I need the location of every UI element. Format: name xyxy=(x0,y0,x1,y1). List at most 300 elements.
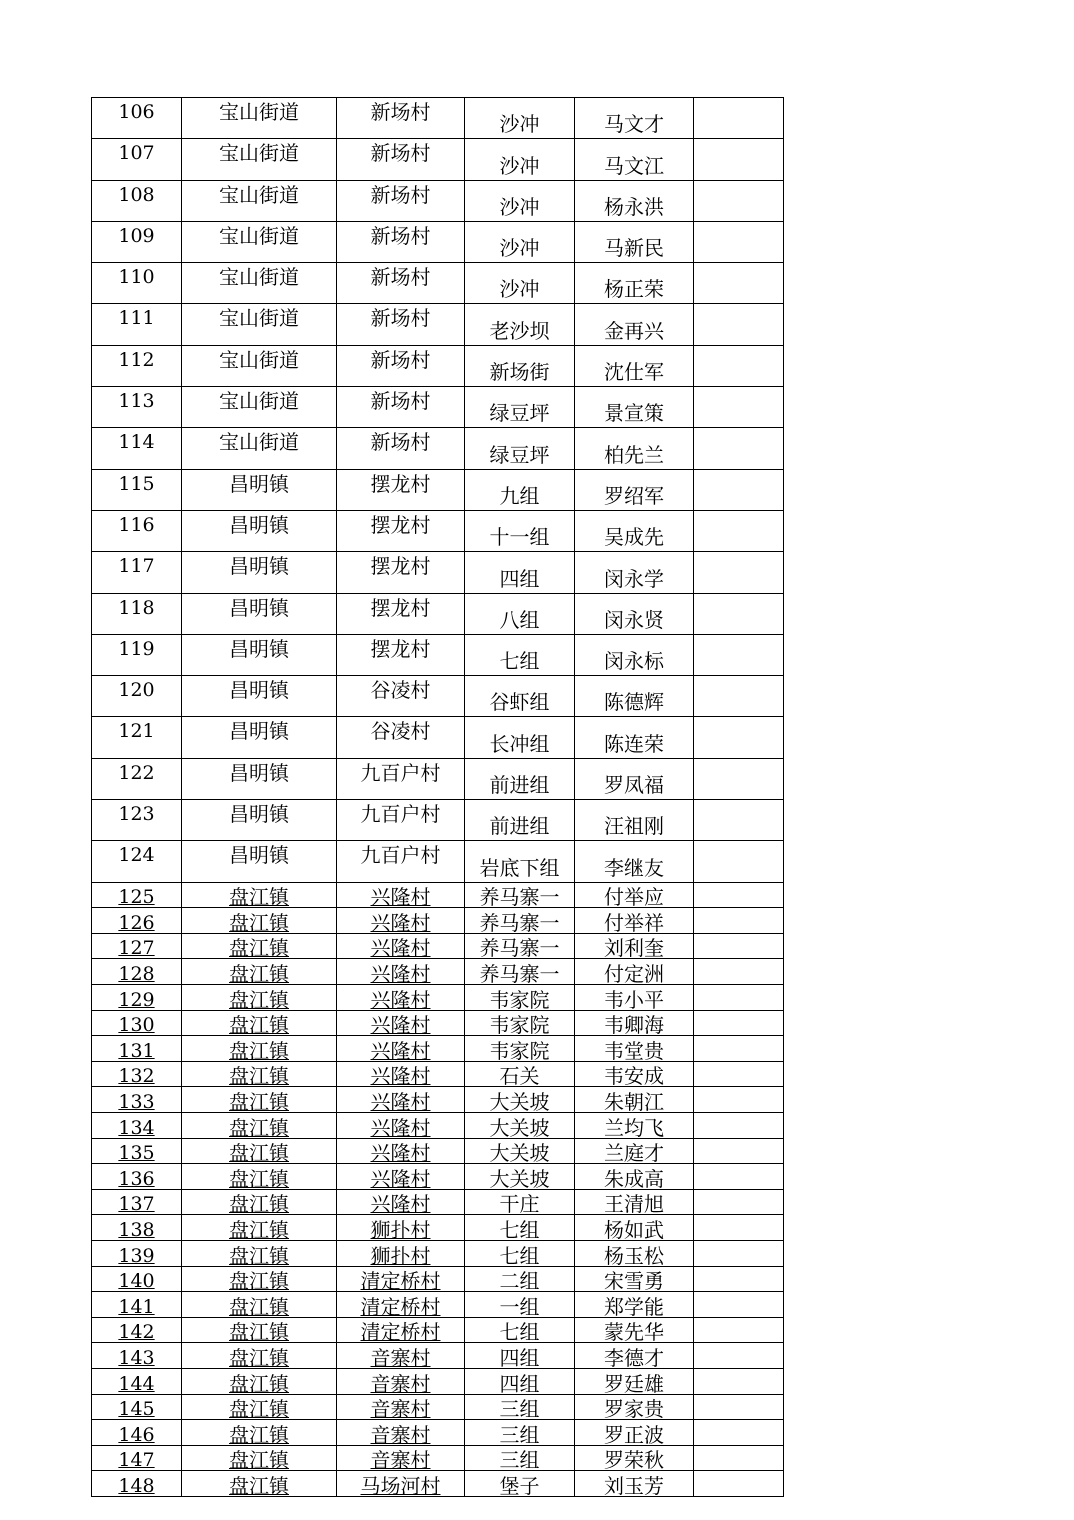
village-cell: 音寨村 xyxy=(337,1343,465,1369)
row-number-cell: 117 xyxy=(92,552,182,593)
village-cell: 摆龙村 xyxy=(337,593,465,634)
table-row xyxy=(92,758,784,799)
name-cell: 闵永学 xyxy=(575,552,694,593)
row-number-cell: 130 xyxy=(92,1010,182,1036)
note-cell xyxy=(694,345,784,386)
table-row xyxy=(92,139,784,180)
village-cell: 兴隆村 xyxy=(337,1138,465,1164)
group-cell: 二组 xyxy=(465,1266,575,1292)
town-cell: 宝山街道 xyxy=(182,428,337,469)
table-row xyxy=(92,882,784,908)
name-cell: 陈德辉 xyxy=(575,676,694,717)
note-cell xyxy=(694,1138,784,1164)
name-cell: 郑学能 xyxy=(575,1292,694,1318)
row-number-cell: 107 xyxy=(92,139,182,180)
town-cell: 盘江镇 xyxy=(182,1189,337,1215)
group-cell: 一组 xyxy=(465,1292,575,1318)
table-row xyxy=(92,841,784,882)
roster-table xyxy=(91,97,784,1497)
table-row xyxy=(92,717,784,758)
group-cell: 老沙坝 xyxy=(465,304,575,345)
village-cell: 音寨村 xyxy=(337,1394,465,1420)
row-number-cell: 119 xyxy=(92,634,182,675)
village-cell: 兴隆村 xyxy=(337,1112,465,1138)
group-cell: 养马寨一 xyxy=(465,882,575,908)
town-cell: 昌明镇 xyxy=(182,634,337,675)
group-cell: 大关坡 xyxy=(465,1138,575,1164)
name-cell: 兰庭才 xyxy=(575,1138,694,1164)
town-cell: 宝山街道 xyxy=(182,263,337,304)
town-cell: 宝山街道 xyxy=(182,180,337,221)
group-cell: 前进组 xyxy=(465,800,575,841)
village-cell: 马场河村 xyxy=(337,1471,465,1497)
table-row xyxy=(92,1471,784,1497)
village-cell: 兴隆村 xyxy=(337,908,465,934)
town-cell: 盘江镇 xyxy=(182,1215,337,1241)
table-row xyxy=(92,221,784,262)
group-cell: 三组 xyxy=(465,1445,575,1471)
name-cell: 杨正荣 xyxy=(575,263,694,304)
village-cell: 摆龙村 xyxy=(337,510,465,551)
table-row xyxy=(92,1343,784,1369)
village-cell: 新场村 xyxy=(337,139,465,180)
row-number-cell: 139 xyxy=(92,1240,182,1266)
name-cell: 杨永洪 xyxy=(575,180,694,221)
group-cell: 韦家院 xyxy=(465,1010,575,1036)
note-cell xyxy=(694,428,784,469)
group-cell: 养马寨一 xyxy=(465,933,575,959)
group-cell: 十一组 xyxy=(465,510,575,551)
name-cell: 马新民 xyxy=(575,221,694,262)
note-cell xyxy=(694,1471,784,1497)
town-cell: 盘江镇 xyxy=(182,1292,337,1318)
town-cell: 盘江镇 xyxy=(182,1087,337,1113)
table-row xyxy=(92,345,784,386)
town-cell: 昌明镇 xyxy=(182,841,337,882)
row-number-cell: 138 xyxy=(92,1215,182,1241)
row-number-cell: 113 xyxy=(92,387,182,428)
group-cell: 七组 xyxy=(465,1215,575,1241)
group-cell: 八组 xyxy=(465,593,575,634)
village-cell: 摆龙村 xyxy=(337,552,465,593)
note-cell xyxy=(694,634,784,675)
row-number-cell: 109 xyxy=(92,221,182,262)
row-number-cell: 110 xyxy=(92,263,182,304)
table-row xyxy=(92,510,784,551)
row-number-cell: 147 xyxy=(92,1445,182,1471)
group-cell: 沙冲 xyxy=(465,98,575,139)
town-cell: 盘江镇 xyxy=(182,1368,337,1394)
table-row xyxy=(92,1036,784,1062)
table-row xyxy=(92,908,784,934)
row-number-cell: 127 xyxy=(92,933,182,959)
group-cell: 绿豆坪 xyxy=(465,428,575,469)
group-cell: 三组 xyxy=(465,1420,575,1446)
table-row xyxy=(92,469,784,510)
note-cell xyxy=(694,1317,784,1343)
row-number-cell: 120 xyxy=(92,676,182,717)
name-cell: 柏先兰 xyxy=(575,428,694,469)
row-number-cell: 132 xyxy=(92,1061,182,1087)
village-cell: 兴隆村 xyxy=(337,1010,465,1036)
group-cell: 七组 xyxy=(465,634,575,675)
town-cell: 盘江镇 xyxy=(182,1164,337,1190)
name-cell: 韦堂贵 xyxy=(575,1036,694,1062)
town-cell: 宝山街道 xyxy=(182,304,337,345)
town-cell: 盘江镇 xyxy=(182,985,337,1011)
note-cell xyxy=(694,717,784,758)
group-cell: 沙冲 xyxy=(465,221,575,262)
village-cell: 兴隆村 xyxy=(337,882,465,908)
note-cell xyxy=(694,933,784,959)
village-cell: 清定桥村 xyxy=(337,1266,465,1292)
name-cell: 沈仕军 xyxy=(575,345,694,386)
note-cell xyxy=(694,1445,784,1471)
table-row xyxy=(92,1292,784,1318)
name-cell: 兰均飞 xyxy=(575,1112,694,1138)
name-cell: 杨玉松 xyxy=(575,1240,694,1266)
note-cell xyxy=(694,139,784,180)
row-number-cell: 114 xyxy=(92,428,182,469)
name-cell: 朱成高 xyxy=(575,1164,694,1190)
town-cell: 盘江镇 xyxy=(182,1240,337,1266)
note-cell xyxy=(694,98,784,139)
table-row xyxy=(92,1112,784,1138)
town-cell: 昌明镇 xyxy=(182,758,337,799)
group-cell: 干庄 xyxy=(465,1189,575,1215)
name-cell: 付举应 xyxy=(575,882,694,908)
note-cell xyxy=(694,1343,784,1369)
table-row xyxy=(92,634,784,675)
name-cell: 闵永贤 xyxy=(575,593,694,634)
row-number-cell: 144 xyxy=(92,1368,182,1394)
village-cell: 谷凌村 xyxy=(337,717,465,758)
name-cell: 罗家贵 xyxy=(575,1394,694,1420)
village-cell: 新场村 xyxy=(337,428,465,469)
town-cell: 昌明镇 xyxy=(182,800,337,841)
name-cell: 刘利奎 xyxy=(575,933,694,959)
name-cell: 朱朝江 xyxy=(575,1087,694,1113)
table-row xyxy=(92,1240,784,1266)
town-cell: 昌明镇 xyxy=(182,676,337,717)
table-row xyxy=(92,985,784,1011)
village-cell: 音寨村 xyxy=(337,1445,465,1471)
note-cell xyxy=(694,510,784,551)
note-cell xyxy=(694,1266,784,1292)
name-cell: 韦卿海 xyxy=(575,1010,694,1036)
note-cell xyxy=(694,1087,784,1113)
name-cell: 李德才 xyxy=(575,1343,694,1369)
table-row xyxy=(92,1266,784,1292)
town-cell: 宝山街道 xyxy=(182,139,337,180)
group-cell: 石关 xyxy=(465,1061,575,1087)
note-cell xyxy=(694,263,784,304)
town-cell: 昌明镇 xyxy=(182,552,337,593)
group-cell: 四组 xyxy=(465,1343,575,1369)
name-cell: 付举祥 xyxy=(575,908,694,934)
village-cell: 新场村 xyxy=(337,387,465,428)
table-row xyxy=(92,800,784,841)
note-cell xyxy=(694,1189,784,1215)
group-cell: 前进组 xyxy=(465,758,575,799)
row-number-cell: 125 xyxy=(92,882,182,908)
name-cell: 吴成先 xyxy=(575,510,694,551)
town-cell: 盘江镇 xyxy=(182,1036,337,1062)
town-cell: 盘江镇 xyxy=(182,1061,337,1087)
village-cell: 兴隆村 xyxy=(337,1061,465,1087)
row-number-cell: 128 xyxy=(92,959,182,985)
row-number-cell: 142 xyxy=(92,1317,182,1343)
note-cell xyxy=(694,1292,784,1318)
town-cell: 盘江镇 xyxy=(182,882,337,908)
note-cell xyxy=(694,304,784,345)
row-number-cell: 143 xyxy=(92,1343,182,1369)
row-number-cell: 112 xyxy=(92,345,182,386)
name-cell: 马文才 xyxy=(575,98,694,139)
village-cell: 兴隆村 xyxy=(337,985,465,1011)
name-cell: 王清旭 xyxy=(575,1189,694,1215)
note-cell xyxy=(694,221,784,262)
name-cell: 罗荣秋 xyxy=(575,1445,694,1471)
town-cell: 盘江镇 xyxy=(182,1317,337,1343)
name-cell: 金再兴 xyxy=(575,304,694,345)
table-row xyxy=(92,959,784,985)
group-cell: 韦家院 xyxy=(465,1036,575,1062)
note-cell xyxy=(694,758,784,799)
row-number-cell: 145 xyxy=(92,1394,182,1420)
group-cell: 养马寨一 xyxy=(465,908,575,934)
group-cell: 堡子 xyxy=(465,1471,575,1497)
group-cell: 大关坡 xyxy=(465,1112,575,1138)
town-cell: 宝山街道 xyxy=(182,98,337,139)
group-cell: 谷虾组 xyxy=(465,676,575,717)
name-cell: 罗凤福 xyxy=(575,758,694,799)
village-cell: 兴隆村 xyxy=(337,1087,465,1113)
group-cell: 沙冲 xyxy=(465,180,575,221)
group-cell: 沙冲 xyxy=(465,139,575,180)
note-cell xyxy=(694,841,784,882)
village-cell: 九百户村 xyxy=(337,758,465,799)
group-cell: 长冲组 xyxy=(465,717,575,758)
table-row xyxy=(92,1215,784,1241)
group-cell: 四组 xyxy=(465,1368,575,1394)
note-cell xyxy=(694,1368,784,1394)
village-cell: 清定桥村 xyxy=(337,1292,465,1318)
group-cell: 养马寨一 xyxy=(465,959,575,985)
name-cell: 刘玉芳 xyxy=(575,1471,694,1497)
group-cell: 大关坡 xyxy=(465,1164,575,1190)
village-cell: 清定桥村 xyxy=(337,1317,465,1343)
town-cell: 盘江镇 xyxy=(182,933,337,959)
village-cell: 兴隆村 xyxy=(337,1164,465,1190)
town-cell: 盘江镇 xyxy=(182,959,337,985)
table-row xyxy=(92,1420,784,1446)
table-row xyxy=(92,180,784,221)
village-cell: 九百户村 xyxy=(337,800,465,841)
note-cell xyxy=(694,985,784,1011)
table-row xyxy=(92,428,784,469)
name-cell: 罗绍军 xyxy=(575,469,694,510)
note-cell xyxy=(694,1164,784,1190)
row-number-cell: 141 xyxy=(92,1292,182,1318)
table-row xyxy=(92,1445,784,1471)
group-cell: 绿豆坪 xyxy=(465,387,575,428)
table-row xyxy=(92,1317,784,1343)
row-number-cell: 116 xyxy=(92,510,182,551)
row-number-cell: 122 xyxy=(92,758,182,799)
note-cell xyxy=(694,552,784,593)
village-cell: 兴隆村 xyxy=(337,1189,465,1215)
name-cell: 罗正波 xyxy=(575,1420,694,1446)
note-cell xyxy=(694,593,784,634)
row-number-cell: 115 xyxy=(92,469,182,510)
group-cell: 九组 xyxy=(465,469,575,510)
name-cell: 闵永标 xyxy=(575,634,694,675)
town-cell: 盘江镇 xyxy=(182,1445,337,1471)
town-cell: 盘江镇 xyxy=(182,1343,337,1369)
row-number-cell: 121 xyxy=(92,717,182,758)
row-number-cell: 137 xyxy=(92,1189,182,1215)
note-cell xyxy=(694,469,784,510)
village-cell: 摆龙村 xyxy=(337,634,465,675)
table-row xyxy=(92,1189,784,1215)
name-cell: 陈连荣 xyxy=(575,717,694,758)
note-cell xyxy=(694,676,784,717)
town-cell: 盘江镇 xyxy=(182,1010,337,1036)
note-cell xyxy=(694,1061,784,1087)
note-cell xyxy=(694,959,784,985)
note-cell xyxy=(694,1420,784,1446)
row-number-cell: 126 xyxy=(92,908,182,934)
town-cell: 盘江镇 xyxy=(182,908,337,934)
group-cell: 大关坡 xyxy=(465,1087,575,1113)
row-number-cell: 133 xyxy=(92,1087,182,1113)
note-cell xyxy=(694,180,784,221)
town-cell: 盘江镇 xyxy=(182,1394,337,1420)
table-row xyxy=(92,933,784,959)
row-number-cell: 118 xyxy=(92,593,182,634)
table-row xyxy=(92,676,784,717)
table-row xyxy=(92,552,784,593)
row-number-cell: 146 xyxy=(92,1420,182,1446)
town-cell: 昌明镇 xyxy=(182,717,337,758)
table-row xyxy=(92,263,784,304)
name-cell: 韦安成 xyxy=(575,1061,694,1087)
table-row xyxy=(92,1138,784,1164)
village-cell: 新场村 xyxy=(337,180,465,221)
note-cell xyxy=(694,882,784,908)
name-cell: 李继友 xyxy=(575,841,694,882)
group-cell: 四组 xyxy=(465,552,575,593)
row-number-cell: 129 xyxy=(92,985,182,1011)
name-cell: 宋雪勇 xyxy=(575,1266,694,1292)
note-cell xyxy=(694,1010,784,1036)
table-row xyxy=(92,98,784,139)
row-number-cell: 124 xyxy=(92,841,182,882)
name-cell: 马文江 xyxy=(575,139,694,180)
town-cell: 盘江镇 xyxy=(182,1420,337,1446)
group-cell: 七组 xyxy=(465,1317,575,1343)
row-number-cell: 135 xyxy=(92,1138,182,1164)
name-cell: 蒙先华 xyxy=(575,1317,694,1343)
village-cell: 谷凌村 xyxy=(337,676,465,717)
row-number-cell: 131 xyxy=(92,1036,182,1062)
group-cell: 沙冲 xyxy=(465,263,575,304)
group-cell: 三组 xyxy=(465,1394,575,1420)
note-cell xyxy=(694,1112,784,1138)
table-row xyxy=(92,1061,784,1087)
row-number-cell: 148 xyxy=(92,1471,182,1497)
village-cell: 新场村 xyxy=(337,263,465,304)
group-cell: 岩底下组 xyxy=(465,841,575,882)
town-cell: 盘江镇 xyxy=(182,1138,337,1164)
town-cell: 宝山街道 xyxy=(182,345,337,386)
note-cell xyxy=(694,1215,784,1241)
note-cell xyxy=(694,1240,784,1266)
town-cell: 昌明镇 xyxy=(182,593,337,634)
name-cell: 罗廷雄 xyxy=(575,1368,694,1394)
row-number-cell: 136 xyxy=(92,1164,182,1190)
group-cell: 韦家院 xyxy=(465,985,575,1011)
village-cell: 新场村 xyxy=(337,221,465,262)
note-cell xyxy=(694,1036,784,1062)
town-cell: 宝山街道 xyxy=(182,387,337,428)
village-cell: 摆龙村 xyxy=(337,469,465,510)
village-cell: 音寨村 xyxy=(337,1420,465,1446)
note-cell xyxy=(694,387,784,428)
group-cell: 新场街 xyxy=(465,345,575,386)
group-cell: 七组 xyxy=(465,1240,575,1266)
town-cell: 盘江镇 xyxy=(182,1471,337,1497)
village-cell: 九百户村 xyxy=(337,841,465,882)
table-row xyxy=(92,1368,784,1394)
village-cell: 狮扑村 xyxy=(337,1240,465,1266)
village-cell: 兴隆村 xyxy=(337,933,465,959)
village-cell: 新场村 xyxy=(337,98,465,139)
name-cell: 景宣策 xyxy=(575,387,694,428)
row-number-cell: 140 xyxy=(92,1266,182,1292)
village-cell: 狮扑村 xyxy=(337,1215,465,1241)
row-number-cell: 111 xyxy=(92,304,182,345)
row-number-cell: 106 xyxy=(92,98,182,139)
table-row xyxy=(92,1394,784,1420)
village-cell: 音寨村 xyxy=(337,1368,465,1394)
note-cell xyxy=(694,800,784,841)
row-number-cell: 123 xyxy=(92,800,182,841)
table-row xyxy=(92,1010,784,1036)
table-row xyxy=(92,1087,784,1113)
town-cell: 宝山街道 xyxy=(182,221,337,262)
name-cell: 付定洲 xyxy=(575,959,694,985)
town-cell: 昌明镇 xyxy=(182,510,337,551)
note-cell xyxy=(694,908,784,934)
village-cell: 兴隆村 xyxy=(337,1036,465,1062)
village-cell: 新场村 xyxy=(337,304,465,345)
name-cell: 杨如武 xyxy=(575,1215,694,1241)
note-cell xyxy=(694,1394,784,1420)
table-row xyxy=(92,593,784,634)
name-cell: 汪祖刚 xyxy=(575,800,694,841)
table-row xyxy=(92,304,784,345)
village-cell: 兴隆村 xyxy=(337,959,465,985)
table-row xyxy=(92,1164,784,1190)
village-cell: 新场村 xyxy=(337,345,465,386)
town-cell: 盘江镇 xyxy=(182,1266,337,1292)
row-number-cell: 108 xyxy=(92,180,182,221)
row-number-cell: 134 xyxy=(92,1112,182,1138)
town-cell: 昌明镇 xyxy=(182,469,337,510)
table-row xyxy=(92,387,784,428)
